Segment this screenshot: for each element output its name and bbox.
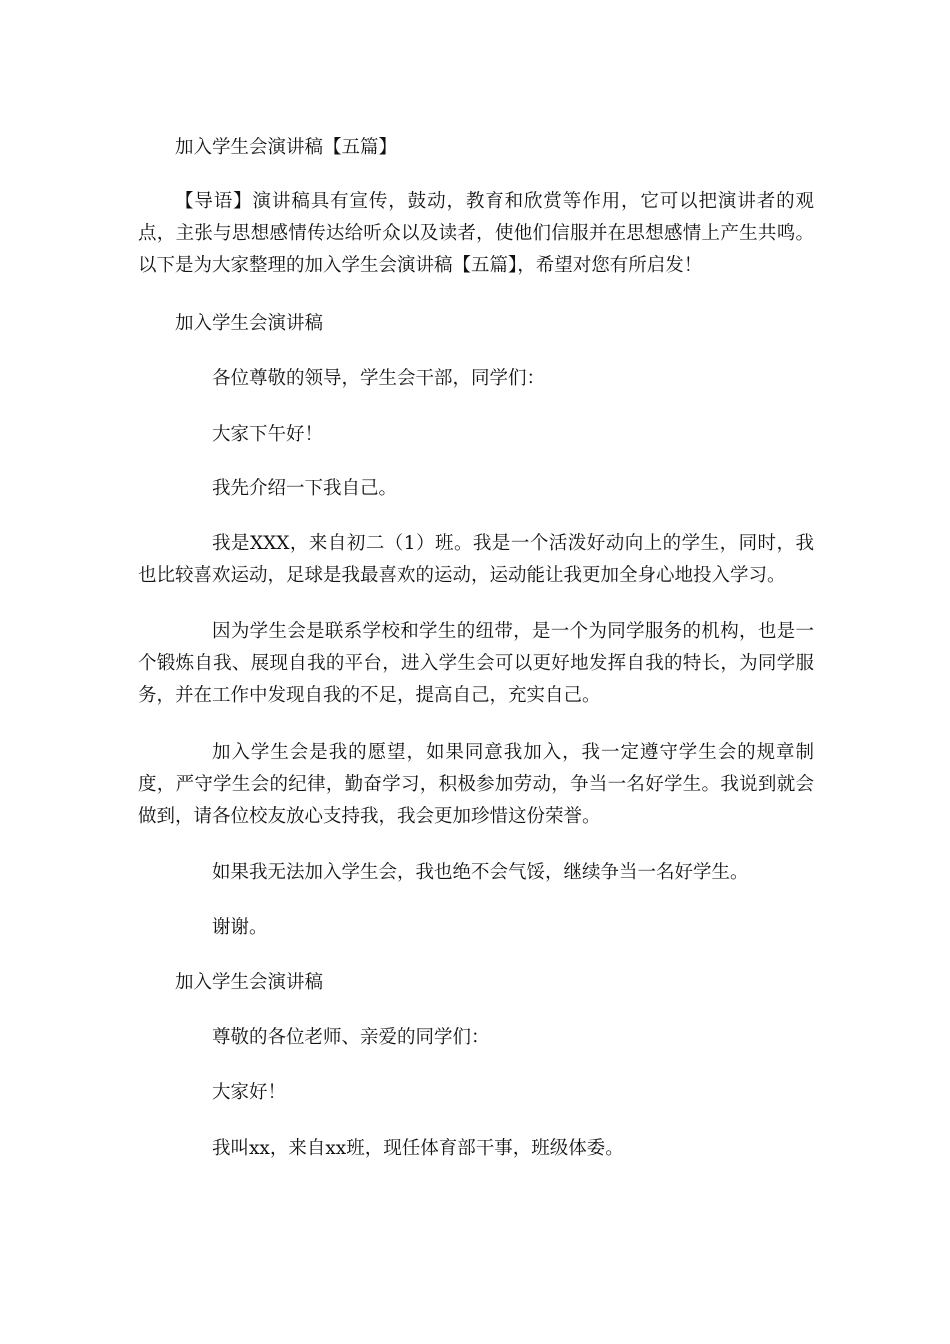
speech1-paragraph-1: 我是XXX，来自初二（1）班。我是一个活泼好动向上的学生，同时，我也比较喜欢运动，足球是我最喜欢的运动，运动能让我更加全身心地投入学习。 bbox=[138, 533, 814, 586]
speech1-heading: 加入学生会演讲稿 bbox=[175, 313, 324, 334]
speech2-heading: 加入学生会演讲稿 bbox=[175, 972, 324, 993]
intro-paragraph: 【导语】演讲稿具有宣传，鼓动，教育和欣赏等作用，它可以把演讲者的观点，主张与思想感情传达给听众以及读者，使他们信服并在思想感情上产生共鸣。以下是为大家整理的加入学生会演讲稿【五篇】，希望对您有所启发！ bbox=[138, 191, 814, 276]
speech1-paragraph-2: 因为学生会是联系学校和学生的纽带，是一个为同学服务的机构，也是一个锻炼自我、展现自我的平台，进入学生会可以更好地发挥自我的特长，为同学服务，并在工作中发现自我的不足，提高自己，充实自己。 bbox=[138, 621, 814, 706]
speech1-intro-line: 我先介绍一下我自己。 bbox=[212, 478, 398, 499]
speech2-salutation: 尊敬的各位老师、亲爱的同学们： bbox=[212, 1027, 490, 1048]
speech2-paragraph-1: 我叫xx，来自xx班，现任体育部干事，班级体委。 bbox=[212, 1138, 624, 1159]
speech1-paragraph-3: 加入学生会是我的愿望，如果同意我加入，我一定遵守学生会的规章制度，严守学生会的纪律，勤奋学习，积极参加劳动，争当一名好学生。我说到就会做到，请各位校友放心支持我，我会更加珍惜这份荣誉。 bbox=[138, 742, 814, 827]
speech1-salutation: 各位尊敬的领导，学生会干部，同学们： bbox=[212, 368, 546, 389]
speech1-paragraph-4: 如果我无法加入学生会，我也绝不会气馁，继续争当一名好学生。 bbox=[212, 862, 749, 883]
speech2-greeting: 大家好！ bbox=[212, 1082, 287, 1103]
speech1-thanks: 谢谢。 bbox=[212, 917, 268, 938]
document-title: 加入学生会演讲稿【五篇】 bbox=[175, 137, 398, 158]
speech1-greeting: 大家下午好！ bbox=[212, 424, 324, 445]
